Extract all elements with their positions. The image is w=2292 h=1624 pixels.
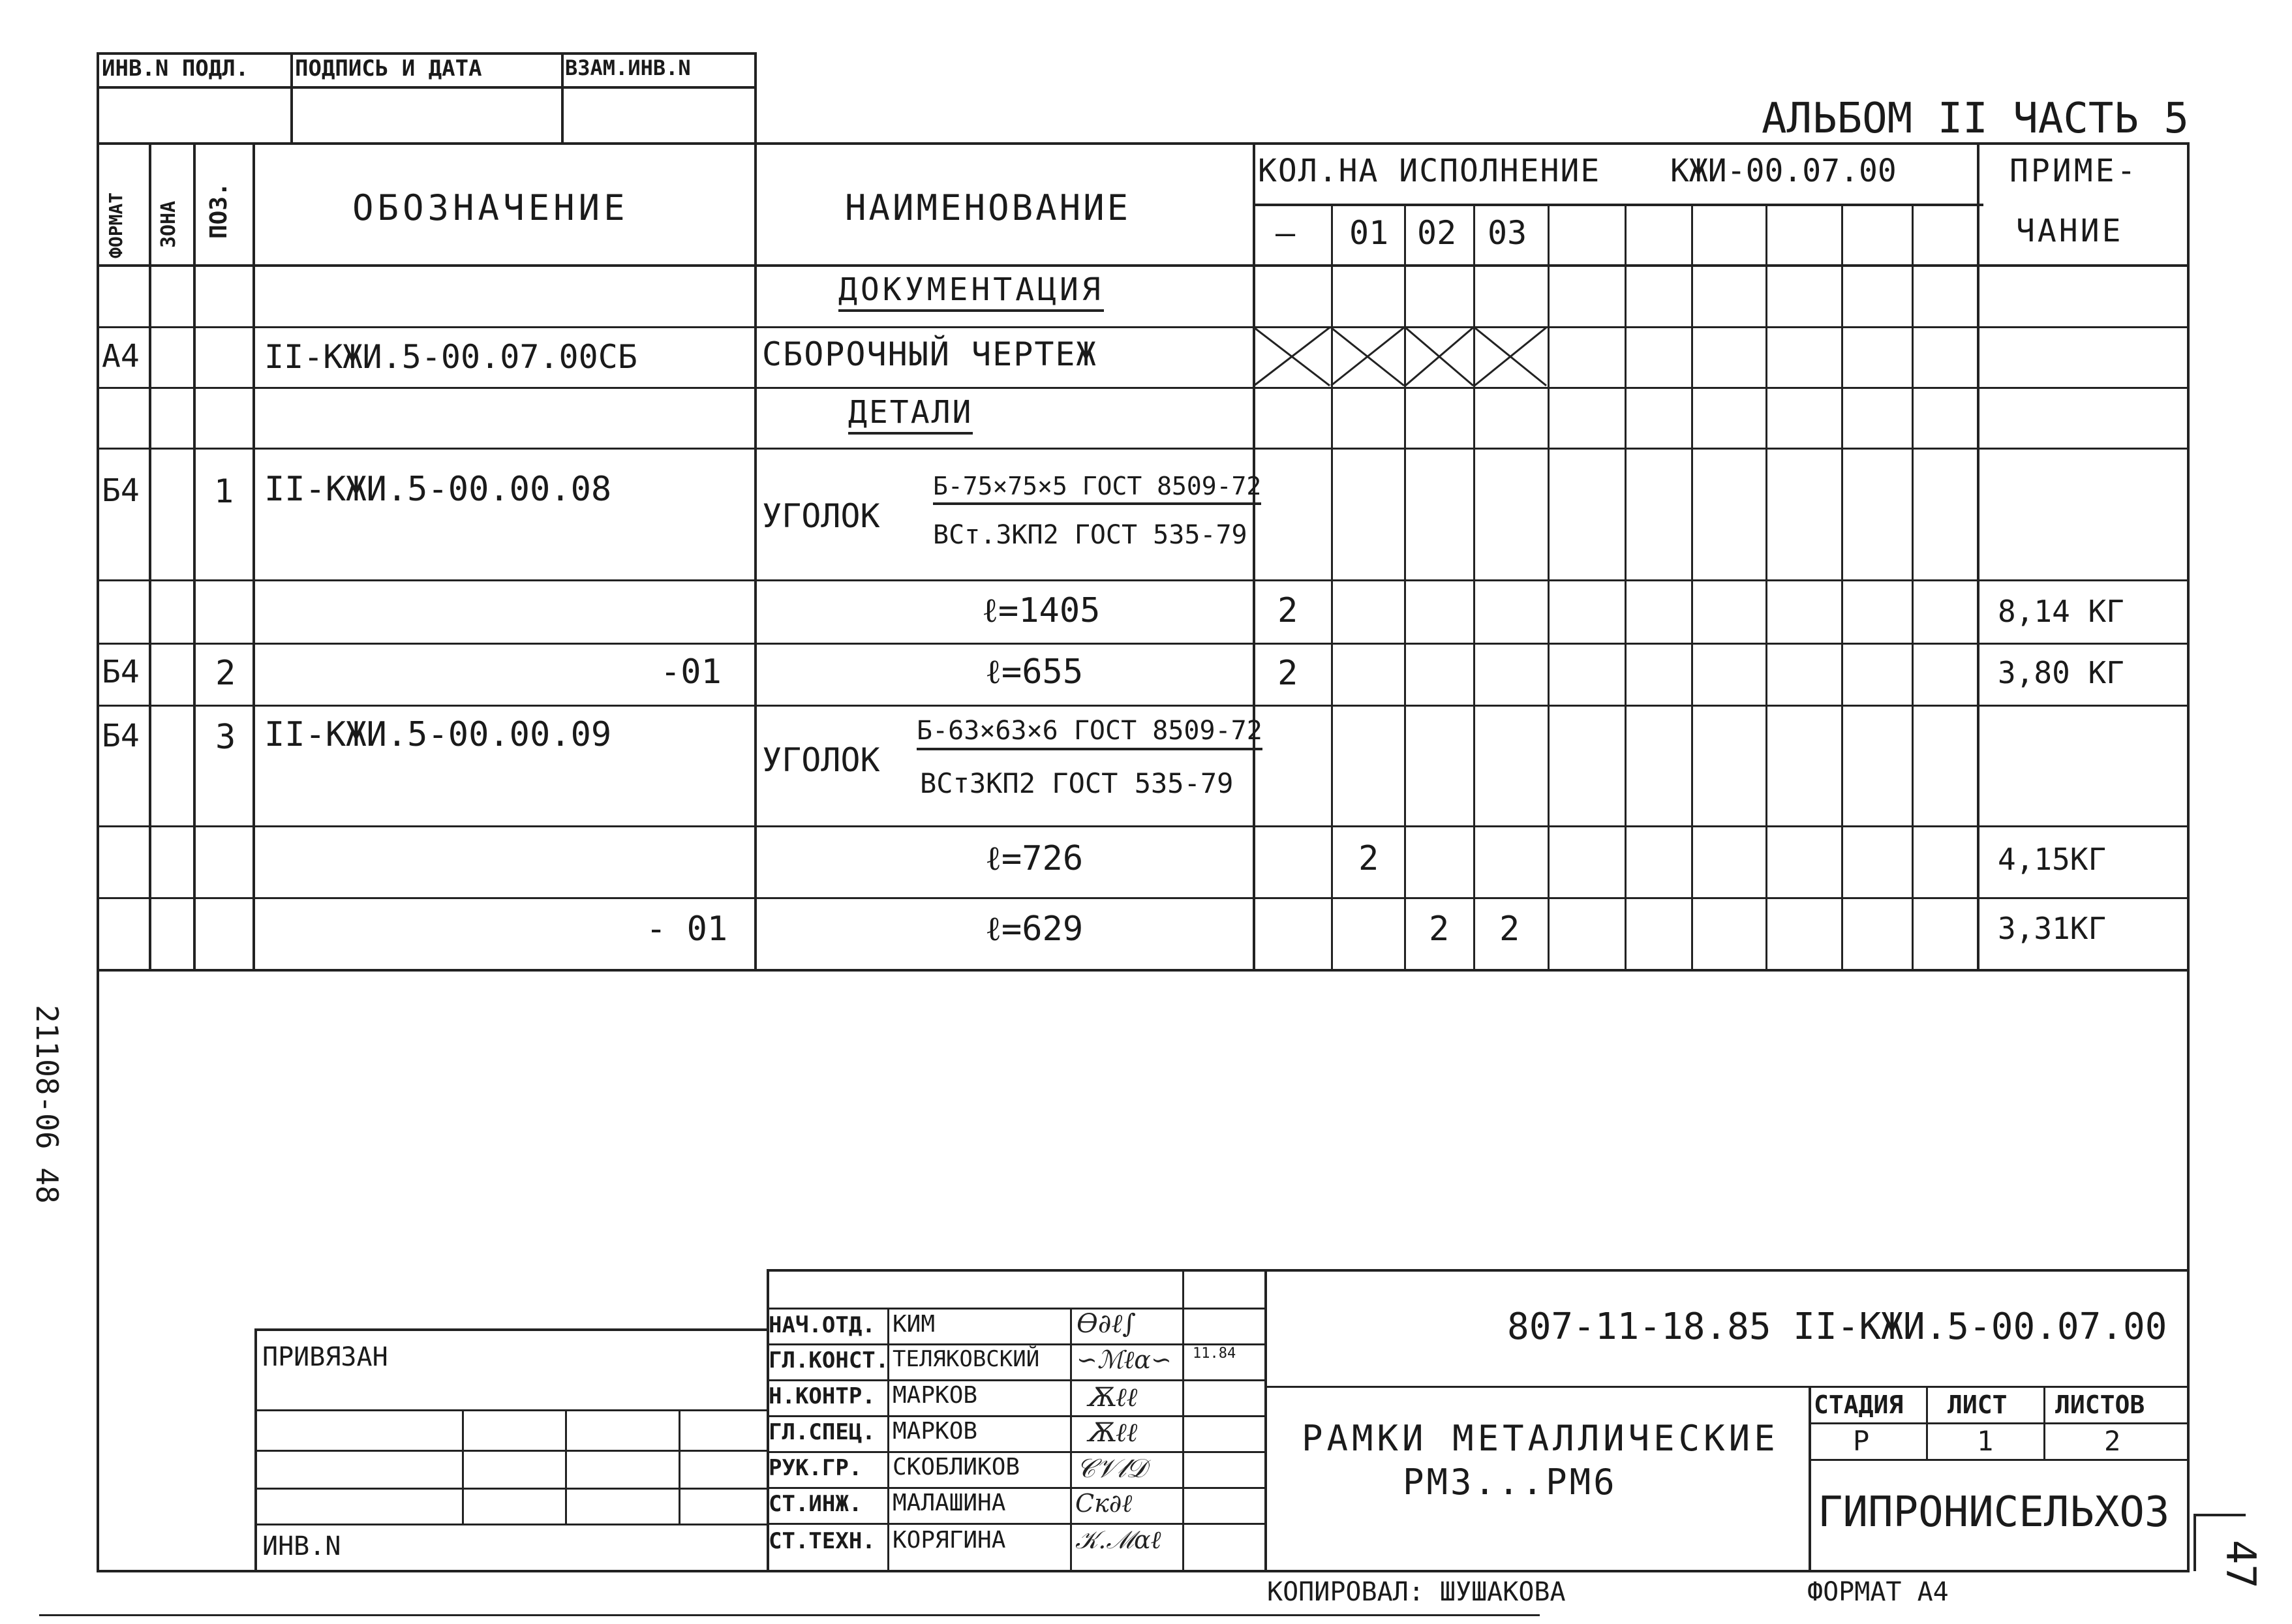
item3-name: УГОЛОК [762,741,880,779]
role-ruk-gr: РУК.ГР. [769,1455,863,1481]
item1-qty: 2 [1277,591,1298,630]
stadia-label: СТАДИЯ [1814,1390,1904,1419]
item3-profile-bottom: ВСт3КП2 ГОСТ 535-79 [920,767,1234,799]
item4-length: ℓ=629 [985,910,1084,949]
listov-value: 2 [2104,1425,2121,1457]
list-label: ЛИСТ [1948,1390,2008,1419]
signature-telyakovsky: ∽ℳℓα∽ [1077,1345,1172,1374]
section-details: ДЕТАЛИ [848,397,973,435]
role-st-inzh: СТ.ИНЖ. [769,1491,863,1517]
drawing-title-line1: РАМКИ МЕТАЛЛИЧЕСКИЕ [1302,1418,1779,1459]
drawing-title-line2: РМ3...РМ6 [1403,1462,1617,1503]
name-ruk-gr: СКОБЛИКОВ [893,1454,1020,1480]
header-variant-02: 02 [1417,214,1457,252]
header-variant-base: — [1276,214,1296,252]
item1-profile-bottom: ВСт.3КП2 ГОСТ 535-79 [933,520,1247,550]
signature-date: 11.84 [1193,1345,1236,1362]
header-kol-code: КЖИ-00.07.00 [1670,153,1897,189]
header-primechanie-1: ПРИМЕ- [2009,153,2139,189]
header-zona: ЗОНА [157,200,180,248]
list-value: 1 [1977,1425,1994,1457]
item4-qty-02: 2 [1429,910,1450,949]
section-documentation: ДОКУМЕНТАЦИЯ [838,274,1104,312]
document-code: 807-11-18.85 II-КЖИ.5-00.07.00 [1507,1306,2167,1348]
item2-format: Б4 [102,654,140,690]
name-gl-spec: МАРКОВ [893,1418,978,1445]
item2-mass: 3,80 КГ [1998,655,2124,690]
item3-mass: 4,15КГ [1998,842,2107,877]
item3-profile-top: Б-63×63×6 ГОСТ 8509-72 [917,718,1262,750]
role-nach-otd: НАЧ.ОТД. [769,1312,876,1338]
signature-markov-1: Ѫℓℓ [1086,1383,1138,1413]
album-heading: АЛЬБОМ II ЧАСТЬ 5 [1762,95,2190,143]
header-kol-title: КОЛ.НА ИСПОЛНЕНИЕ [1258,153,1601,189]
item1-pos: 1 [214,472,234,510]
header-naimenovanie: НАИМЕНОВАНИЕ [845,187,1131,228]
item3-pos: 3 [215,718,236,757]
header-oboznachenie: ОБОЗНАЧЕНИЕ [352,187,629,228]
signature-skoblikov: 𝒞𝒱𝓁𝒟 [1077,1454,1147,1484]
item4-designation: - 01 [646,910,728,949]
vzam-inv-label: ВЗАМ.ИНВ.N [565,55,691,80]
name-n-kontr: МАРКОВ [893,1382,978,1409]
item2-designation: -01 [660,652,722,692]
item3-designation: II-КЖИ.5-00.00.09 [264,715,612,754]
header-primechanie-2: ЧАНИЕ [2016,213,2124,249]
name-gl-konst: ТЕЛЯКОВСКИЙ [893,1346,1040,1372]
inv-n-label: ИНВ.N [262,1531,341,1561]
signature-markov-2: Ѫℓℓ [1086,1418,1138,1448]
header-poz: ПОЗ. [206,182,232,239]
item2-qty: 2 [1277,654,1298,693]
name-nach-otd: КИМ [893,1311,936,1338]
item2-pos: 2 [215,654,236,693]
item3-qty-01: 2 [1358,839,1379,878]
role-gl-spec: ГЛ.СПЕЦ. [769,1419,876,1445]
podpis-data-label: ПОДПИСЬ И ДАТА [295,55,482,82]
doc-format: А4 [102,338,140,375]
stadia-value: Р [1853,1425,1870,1457]
item3-format: Б4 [102,718,140,754]
doc-designation: II-КЖИ.5-00.07.00СБ [264,338,637,376]
role-gl-konst: ГЛ.КОНСТ. [769,1347,889,1373]
inv-podl-label: ИНВ.N ПОДЛ. [102,55,249,82]
side-note: 21108-06 48 [29,1005,65,1204]
organization: ГИПРОНИСЕЛЬХОЗ [1818,1488,2170,1537]
listov-label: ЛИСТОВ [2055,1390,2145,1419]
item4-qty-03: 2 [1499,910,1520,949]
header-variant-01: 01 [1349,214,1389,252]
header-variant-03: 03 [1488,214,1527,252]
signature-malashina: Ск∂ℓ [1075,1489,1133,1518]
item1-format: Б4 [102,472,140,509]
privyazan-label: ПРИВЯЗАН [262,1342,388,1372]
item2-length: ℓ=655 [985,652,1084,692]
page-number: 47 [2217,1540,2265,1589]
header-format: ФОРМАТ [105,192,127,258]
sheet-format: ФОРМАТ А4 [1807,1577,1949,1607]
item1-designation: II-КЖИ.5-00.00.08 [264,470,612,509]
item1-name: УГОЛОК [762,497,880,535]
role-st-tekhn: СТ.ТЕХН. [769,1528,876,1554]
name-st-tekhn: КОРЯГИНА [893,1527,1006,1554]
item3-length: ℓ=726 [985,839,1084,878]
name-st-inzh: МАЛАШИНА [893,1490,1006,1516]
doc-name: СБОРОЧНЫЙ ЧЕРТЕЖ [762,335,1097,373]
copied-by: КОПИРОВАЛ: ШУШАКОВА [1267,1577,1566,1607]
signature-koryagina: 𝒦.ℳαℓ [1075,1525,1161,1554]
signature-kim: Ѳ∂ℓ∫ [1077,1309,1136,1339]
item1-mass: 8,14 КГ [1998,594,2124,629]
not-applicable-crosses [1253,326,1548,387]
item1-length: ℓ=1405 [982,591,1101,630]
item4-mass: 3,31КГ [1998,911,2107,946]
role-n-kontr: Н.КОНТР. [769,1383,876,1409]
item1-profile-top: Б-75×75×5 ГОСТ 8509-72 [933,474,1261,505]
